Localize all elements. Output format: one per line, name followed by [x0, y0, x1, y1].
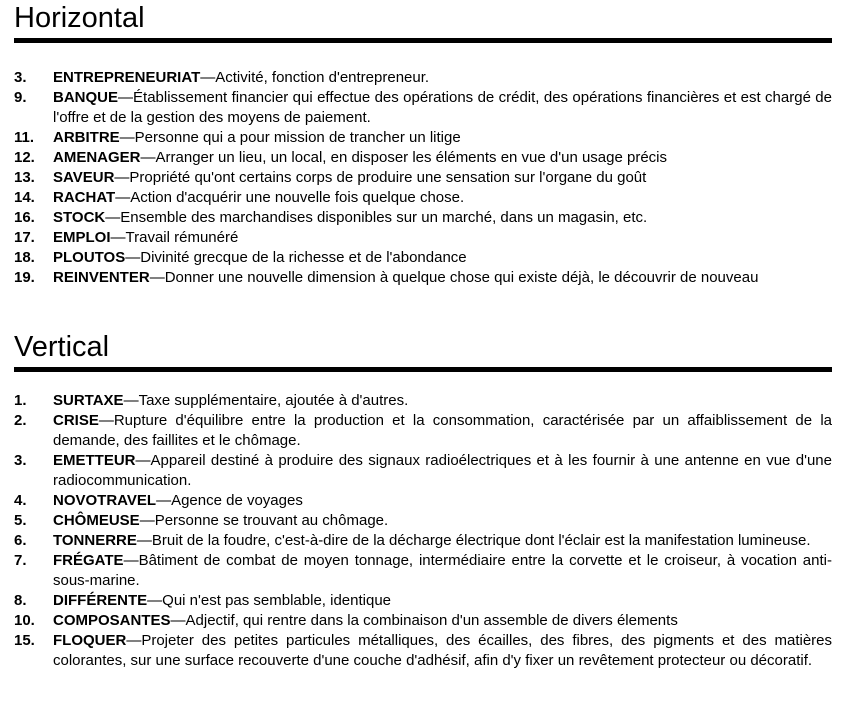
entry-body [53, 611, 832, 631]
vertical-entry-1 [14, 391, 832, 411]
entry-term: FRÉGATE [53, 552, 124, 569]
entry-definition: —Arranger un lieu, un local, en disposer les éléments en vue d'un usage précis [140, 149, 668, 166]
horizontal-entry-11 [14, 128, 832, 148]
entry-number: 16. [14, 209, 35, 226]
vertical-entry-5 [14, 511, 832, 531]
entry-definition: —Adjectif, qui rentre dans la combinaison d'un assemble de divers élements [170, 612, 678, 629]
entry-number: 3. [14, 69, 27, 86]
entry-term: DIFFÉRENTE [53, 592, 148, 609]
entry-number: 11. [14, 129, 35, 146]
entry-number: 17. [14, 229, 35, 246]
horizontal-entry-18 [14, 248, 832, 268]
entry-body [53, 248, 832, 268]
entry-term: BANQUE [53, 89, 119, 106]
entry-definition: —Agence de voyages [156, 492, 303, 509]
entry-term: SURTAXE [53, 392, 124, 409]
entry-number: 19. [14, 269, 35, 286]
entry-definition: —Personne qui a pour mission de trancher un litige [119, 129, 461, 146]
entry-term: RACHAT [53, 189, 116, 206]
entry-number: 8. [14, 592, 27, 609]
entry-body [53, 68, 832, 88]
entry-number: 10. [14, 612, 35, 629]
entry-body [53, 208, 832, 228]
entry-term: ENTREPRENEURIAT [53, 69, 201, 86]
entry-definition: —Propriété qu'ont certains corps de produire une sensation sur l'organe du goût [114, 169, 647, 186]
vertical-entry-8 [14, 591, 832, 611]
entry-number: 5. [14, 512, 27, 529]
entry-body [53, 451, 832, 491]
horizontal-entry-14 [14, 188, 832, 208]
entry-definition: —Appareil destiné à produire des signaux radioélectriques et à les fournir à une antenne en vue d'une radiocommunication. [53, 452, 832, 489]
entry-definition: —Projeter des petites particules métalliques, des écailles, des fibres, des pigments et des matières colorantes, sur une surface recouverte d'une couche d'adhésif, afin d'y fixer un revêtement protecteur ou décoratif. [53, 632, 832, 669]
entry-body [53, 88, 832, 128]
vertical-clue-list [14, 391, 832, 671]
entry-body [53, 168, 832, 188]
horizontal-clue-list [14, 68, 832, 288]
entry-body [53, 491, 832, 511]
entry-term: COMPOSANTES [53, 612, 171, 629]
entry-number: 9. [14, 89, 27, 106]
entry-term: SAVEUR [53, 169, 115, 186]
vertical-entry-10 [14, 611, 832, 631]
entry-term: EMPLOI [53, 229, 111, 246]
vertical-entry-3 [14, 451, 832, 491]
horizontal-section [14, 0, 832, 43]
entry-term: FLOQUER [53, 632, 127, 649]
entry-definition: —Rupture d'équilibre entre la production et la consommation, caractérisée par un affaiblissement de la demande, des faillites et le chômage. [53, 412, 832, 449]
entry-term: NOVOTRAVEL [53, 492, 157, 509]
entry-body [53, 188, 832, 208]
entry-definition: —Donner une nouvelle dimension à quelque chose qui existe déjà, le découvrir de nouveau [149, 269, 759, 286]
horizontal-entry-17 [14, 228, 832, 248]
vertical-heading-rule [14, 367, 832, 372]
entry-number: 1. [14, 392, 27, 409]
entry-number: 4. [14, 492, 27, 509]
entry-body [53, 228, 832, 248]
entry-term: STOCK [53, 209, 106, 226]
entry-term: EMETTEUR [53, 452, 136, 469]
entry-body [53, 551, 832, 591]
entry-number: 2. [14, 412, 27, 429]
entry-term: TONNERRE [53, 532, 137, 549]
entry-body [53, 511, 832, 531]
entry-number: 14. [14, 189, 35, 206]
entry-definition: —Personne se trouvant au chômage. [139, 512, 389, 529]
vertical-entry-2 [14, 411, 832, 451]
horizontal-heading: Horizontal [14, 2, 145, 34]
entry-number: 13. [14, 169, 35, 186]
entry-term: PLOUTOS [53, 249, 126, 266]
vertical-section [14, 329, 832, 372]
horizontal-entry-16 [14, 208, 832, 228]
horizontal-entry-3 [14, 68, 832, 88]
entry-definition: —Taxe supplémentaire, ajoutée à d'autres. [123, 392, 409, 409]
entry-body [53, 631, 832, 671]
entry-definition: —Divinité grecque de la richesse et de l'abondance [125, 249, 467, 266]
entry-term: CRISE [53, 412, 99, 429]
vertical-entry-7 [14, 551, 832, 591]
entry-definition: —Travail rémunéré [110, 229, 239, 246]
entry-body [53, 591, 832, 611]
entry-term: CHÔMEUSE [53, 512, 140, 529]
vertical-entry-4 [14, 491, 832, 511]
entry-definition: —Qui n'est pas semblable, identique [147, 592, 392, 609]
vertical-heading: Vertical [14, 331, 110, 363]
entry-number: 7. [14, 552, 27, 569]
entry-body [53, 411, 832, 451]
vertical-entry-6 [14, 531, 832, 551]
entry-term: REINVENTER [53, 269, 150, 286]
entry-definition: —Établissement financier qui effectue des opérations de crédit, des opérations financières et est chargé de l'offre et de la gestion des moyens de paiement. [53, 89, 832, 126]
horizontal-entry-12 [14, 148, 832, 168]
entry-number: 12. [14, 149, 35, 166]
entry-body [53, 148, 832, 168]
entry-body [53, 128, 832, 148]
entry-number: 15. [14, 632, 35, 649]
horizontal-entry-13 [14, 168, 832, 188]
entry-definition: —Bâtiment de combat de moyen tonnage, intermédiaire entre la corvette et le croiseur, à vocation anti-sous-marine. [53, 552, 832, 589]
horizontal-entry-9 [14, 88, 832, 128]
entry-number: 3. [14, 452, 27, 469]
entry-number: 6. [14, 532, 27, 549]
horizontal-entry-19 [14, 268, 832, 288]
entry-term: ARBITRE [53, 129, 120, 146]
entry-definition: —Bruit de la foudre, c'est-à-dire de la décharge électrique dont l'éclair est la manifestation lumineuse. [136, 532, 811, 549]
entry-definition: —Ensemble des marchandises disponibles sur un marché, dans un magasin, etc. [105, 209, 648, 226]
horizontal-heading-rule [14, 38, 832, 43]
vertical-entry-15 [14, 631, 832, 671]
entry-number: 18. [14, 249, 35, 266]
entry-definition: —Activité, fonction d'entrepreneur. [200, 69, 430, 86]
entry-term: AMENAGER [53, 149, 141, 166]
entry-definition: —Action d'acquérir une nouvelle fois quelque chose. [115, 189, 465, 206]
entry-body [53, 391, 832, 411]
entry-body [53, 268, 832, 288]
entry-body [53, 531, 832, 551]
